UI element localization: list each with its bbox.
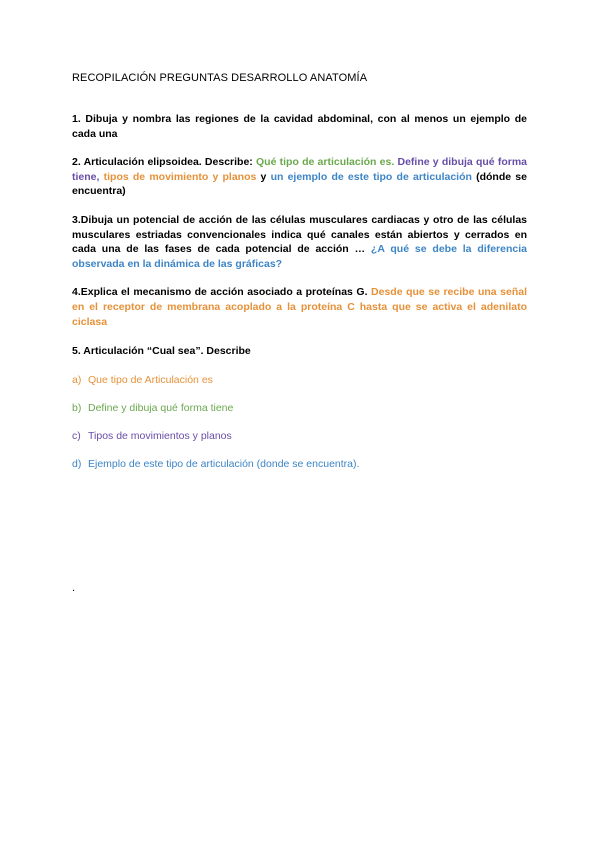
question-4	[72, 285, 527, 329]
question-2-tail: (dónde se encuentra)	[72, 170, 527, 198]
question-2-part-example: un ejemplo de este tipo de articulación	[270, 170, 472, 183]
document-title: RECOPILACIÓN PREGUNTAS DESARROLLO ANATOMÍA	[72, 72, 368, 84]
document-body	[72, 71, 527, 485]
question-5-item-b	[72, 401, 527, 415]
question-2-separator-1: .	[391, 156, 398, 169]
question-2-part-shape: Define y dibuja qué forma tiene	[72, 156, 527, 183]
question-4-part-detail: Desde que se recibe una señal en el receptor de membrana acoplado a la proteína C hasta que se activa el adenilato ciclasa	[72, 286, 527, 328]
question-2-part-movement: tipos de movimiento y planos	[103, 170, 257, 183]
question-1: 1. Dibuja y nombra las regiones de la cavidad abdominal, con al menos un ejemplo de cada una	[72, 113, 527, 140]
question-5-item-a	[72, 373, 527, 387]
question-3	[72, 213, 527, 271]
question-5: 5. Articulación “Cual sea”. Describe	[72, 345, 251, 358]
question-5-item-d	[72, 457, 527, 471]
question-3-lead: 3.Dibuja un potencial de acción de las células musculares cardiacas y otro de las células musculares estriadas convencionales indica qué canales están abiertos y cerrados en cada una de las fases de cada potencial de acción …	[72, 213, 527, 256]
list-letter: a)	[72, 373, 82, 386]
list-item-text: Tipos de movimientos y planos	[88, 429, 232, 442]
list-letter: c)	[72, 429, 81, 442]
list-letter: d)	[72, 457, 82, 470]
question-5-item-c	[72, 429, 527, 443]
list-letter: b)	[72, 401, 82, 414]
list-item-text: Que tipo de Articulación es	[88, 373, 213, 386]
stray-period-mark: .	[72, 582, 76, 594]
question-2	[72, 155, 527, 199]
question-2-separator-2: ,	[96, 170, 104, 183]
list-item-text: Ejemplo de este tipo de articulación (donde se encuentra).	[88, 457, 360, 470]
question-2-separator-3: y	[256, 170, 271, 183]
list-item-text: Define y dibuja qué forma tiene	[88, 401, 234, 414]
question-2-lead: 2. Articulación elipsoidea. Describe:	[72, 156, 256, 169]
question-2-part-type: Qué tipo de articulación es	[256, 156, 392, 169]
question-3-part-difference: ¿A qué se debe la diferencia observada en la dinámica de las gráficas?	[72, 243, 527, 270]
question-4-lead: 4.Explica el mecanismo de acción asociado a proteínas G.	[72, 286, 372, 299]
